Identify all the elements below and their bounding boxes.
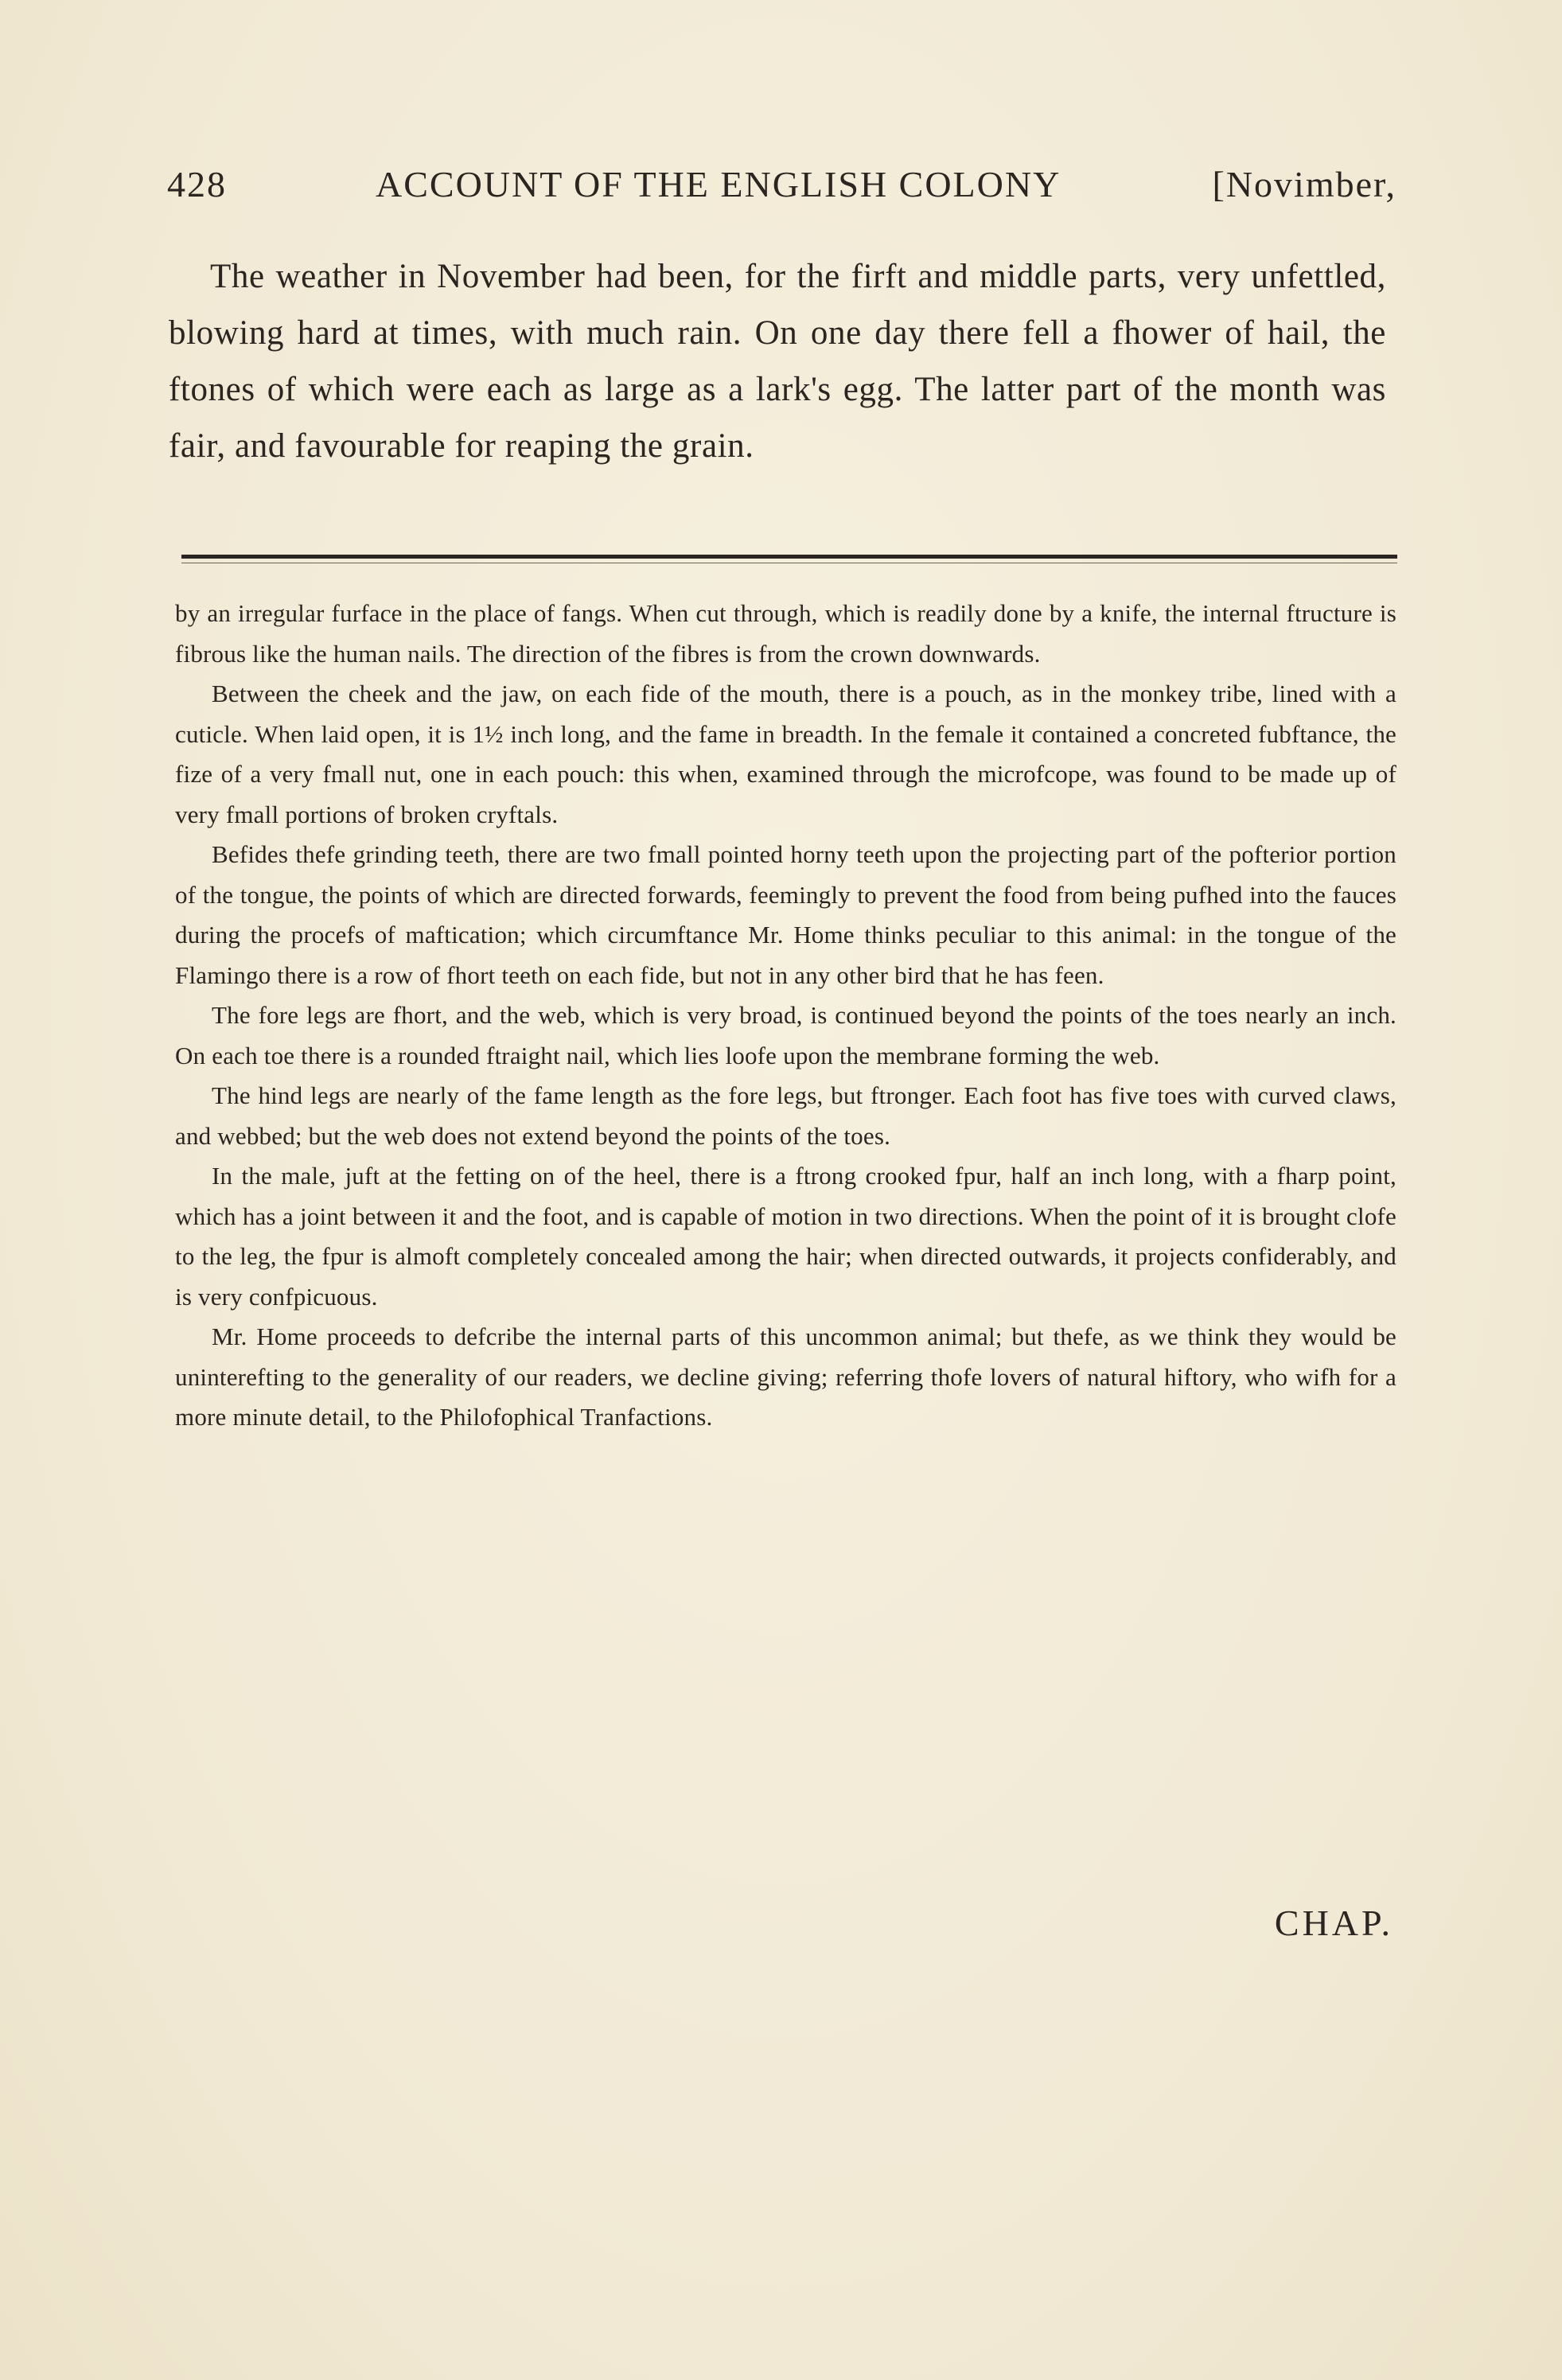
footnote-paragraph: The fore legs are fhort, and the web, which is very broad, is continued beyond the points of the toes nearly an inch. On each toe there is a rounded ftraight nail, which lies loofe upon the membrane forming the web.	[175, 1001, 1396, 1069]
footnote-block	[175, 594, 1396, 1438]
footnote-paragraph: In the male, juft at the fetting on of the heel, there is a ftrong crooked fpur, half an inch long, with a fharp point, which has a joint between it and the foot, and is capable of motion in two directions. When the point of it is brought clofe to the leg, the fpur is almoft completely concealed among the hair; when directed outwards, it projects confiderably, and is very confpicuous.	[175, 1162, 1396, 1311]
section-rule	[181, 555, 1397, 559]
running-title: ACCOUNT OF THE ENGLISH COLONY	[376, 164, 1061, 205]
running-month: [Novimber,	[1212, 164, 1396, 205]
running-head	[167, 163, 1396, 211]
footnote-paragraph: by an irregular furface in the place of fangs. When cut through, which is readily done by a knife, the internal ftructure is fibrous like the human nails. The direction of the fibres is from the crown downwards.	[175, 599, 1396, 668]
footnote-paragraph: The hind legs are nearly of the fame length as the fore legs, but ftronger. Each foot has five toes with curved claws, and webbed; but the web does not extend beyond the points of the toes.	[175, 1081, 1396, 1150]
footnote-paragraph: Mr. Home proceeds to defcribe the internal parts of this uncommon animal; but thefe, as we think they would be uninterefting to the generality of our readers, we decline giving; referring thofe lovers of natural hiftory, who wifh for a more minute detail, to the Philofophical Tranfactions.	[175, 1322, 1396, 1431]
main-text-block	[169, 248, 1386, 474]
footnote-paragraph: Befides thefe grinding teeth, there are two fmall pointed horny teeth upon the projecting part of the pofterior portion of the tongue, the points of which are directed forwards, feemingly to prevent the food from being pufhed into the fauces during the procefs of maftication; which circumftance Mr. Home thinks peculiar to this animal: in the tongue of the Flamingo there is a row of fhort teeth on each fide, but not in any other bird that he has feen.	[175, 840, 1396, 989]
main-paragraph: The weather in November had been, for the firft and middle parts, very unfettled, blowing hard at times, with much rain. On one day there fell a fhower of hail, the ftones of which were each as large as a lark's egg. The latter part of the month was fair, and favourable for reaping the grain.	[169, 258, 1386, 465]
catchword: CHAP.	[1274, 1903, 1393, 1943]
footnote-paragraph: Between the cheek and the jaw, on each fide of the mouth, there is a pouch, as in the monkey tribe, lined with a cuticle. When laid open, it is 1½ inch long, and the fame in breadth. In the female it contained a concreted fubftance, the fize of a very fmall nut, one in each pouch: this when, examined through the microfcope, was found to be made up of very fmall portions of broken cryftals.	[175, 680, 1396, 828]
page-number: 428	[167, 164, 227, 205]
